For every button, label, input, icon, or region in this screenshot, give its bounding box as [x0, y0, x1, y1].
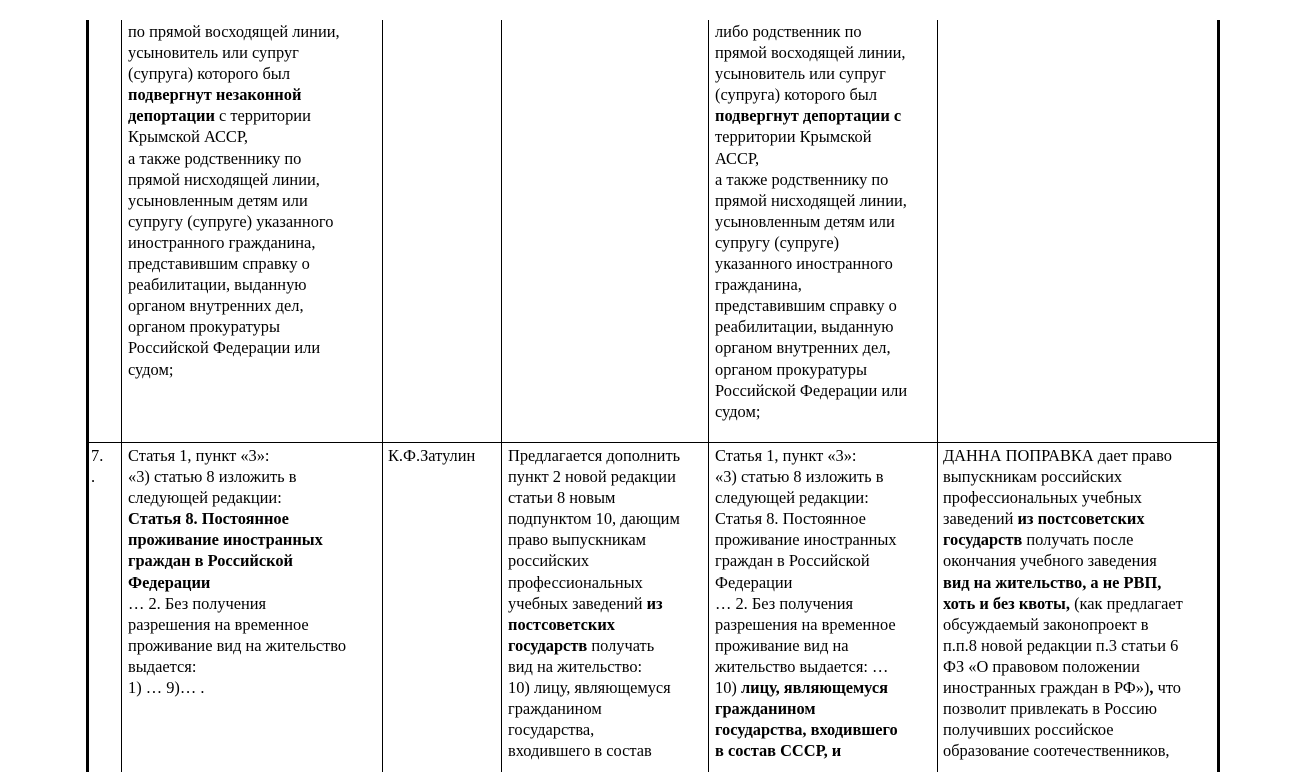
- text-run: гражданина,: [715, 275, 802, 295]
- text-line: [128, 190, 340, 211]
- bold-text-run: граждан в Российской: [128, 551, 293, 571]
- text-line: [128, 677, 346, 698]
- text-run: п.п.8 новой редакции п.3 статьи 6: [943, 635, 1179, 655]
- text-line: [715, 677, 898, 698]
- text-line: [715, 359, 907, 380]
- text-run: «3) статью 8 изложить в: [715, 467, 884, 487]
- text-run: Статья 1, пункт «3»:: [128, 446, 270, 465]
- text-line: [91, 445, 103, 466]
- text-line: [715, 337, 907, 358]
- text-run: разрешения на временное: [715, 614, 896, 634]
- text-line: [128, 508, 346, 529]
- bold-text-run: постсоветских: [508, 614, 615, 634]
- text-run: ФЗ «О правовом положении: [943, 656, 1140, 676]
- text-run: реабилитации, выданную: [715, 317, 894, 337]
- text-line: [508, 635, 680, 656]
- text-run: иностранных граждан в РФ»): [943, 678, 1150, 698]
- text-line: [128, 550, 346, 571]
- text-run: жительство выдается: …: [715, 656, 889, 676]
- text-run: подпунктом 10, дающим: [508, 509, 680, 529]
- text-line: [715, 63, 907, 84]
- text-line: [943, 656, 1183, 677]
- text-run: пункт 2 новой редакции: [508, 467, 676, 487]
- row-7-number-cell: [91, 445, 103, 487]
- text-run: усыновленным детям или: [715, 211, 895, 231]
- bold-text-run: в состав СССР, и: [715, 741, 842, 761]
- row-top-proposed-text-cell: [715, 21, 907, 422]
- text-run: Крымской АССР,: [128, 127, 249, 147]
- text-run: получать после: [1022, 530, 1134, 550]
- text-run: российских: [508, 551, 590, 571]
- text-run: вид на жительство:: [508, 656, 643, 676]
- row-divider: [86, 442, 1220, 443]
- text-run: ДАННА ПОПРАВКА дает право: [943, 446, 1173, 465]
- bold-text-run: государств: [943, 530, 1023, 550]
- text-run: Статья 8. Постоянное: [715, 509, 866, 529]
- text-line: [715, 105, 907, 126]
- text-line: [128, 337, 340, 358]
- bold-text-run: Федерации: [128, 572, 211, 592]
- text-line: [128, 253, 340, 274]
- text-line: [943, 593, 1183, 614]
- text-line: [508, 445, 680, 466]
- text-run: следующей редакции:: [715, 488, 869, 508]
- text-line: [715, 614, 898, 635]
- text-run: 7.: [91, 446, 104, 465]
- text-line: [128, 572, 346, 593]
- text-line: [128, 211, 340, 232]
- text-line: [715, 380, 907, 401]
- text-line: [715, 593, 898, 614]
- text-line: [128, 274, 340, 295]
- text-line: [943, 635, 1183, 656]
- text-run: (как предлагает: [1069, 593, 1183, 613]
- text-line: [943, 529, 1183, 550]
- text-run: профессиональных учебных: [943, 488, 1142, 508]
- text-run: граждан в Российской: [715, 551, 870, 571]
- text-line: [508, 614, 680, 635]
- column-divider: [382, 20, 383, 772]
- text-line: [128, 126, 340, 147]
- text-line: [715, 401, 907, 422]
- text-run: К.Ф.Затулин: [388, 446, 476, 465]
- text-line: [128, 635, 346, 656]
- text-run: проживание иностранных: [715, 530, 897, 550]
- text-line: [508, 529, 680, 550]
- text-line: [508, 677, 680, 698]
- text-line: [715, 316, 907, 337]
- text-run: выдается:: [128, 656, 197, 676]
- text-run: государства,: [508, 720, 595, 740]
- text-line: [715, 253, 907, 274]
- text-run: судом;: [715, 401, 761, 421]
- amendments-table: [86, 20, 1220, 772]
- text-line: [388, 445, 475, 466]
- text-run: АССР,: [715, 148, 760, 168]
- text-line: [943, 508, 1183, 529]
- text-run: Федерации: [715, 572, 793, 592]
- text-run: прямой восходящей линии,: [715, 43, 906, 63]
- text-line: [128, 359, 340, 380]
- text-run: а также родственнику по: [128, 148, 302, 168]
- text-run: реабилитации, выданную: [128, 275, 307, 295]
- text-run: супругу (супруге) указанного: [128, 211, 334, 231]
- text-line: [715, 169, 907, 190]
- bold-text-run: лицу, являющемуся: [740, 678, 888, 698]
- text-run: Предлагается дополнить: [508, 446, 681, 465]
- text-run: окончания учебного заведения: [943, 551, 1157, 571]
- text-line: [943, 466, 1183, 487]
- text-run: по прямой восходящей линии,: [128, 22, 340, 41]
- text-run: … 2. Без получения: [715, 593, 854, 613]
- text-line: [943, 487, 1183, 508]
- text-run: с территории: [214, 106, 311, 126]
- text-line: [508, 508, 680, 529]
- text-line: [128, 316, 340, 337]
- row-7-law-text-cell: [128, 445, 346, 698]
- text-line: [128, 84, 340, 105]
- text-line: [715, 698, 898, 719]
- text-run: … 2. Без получения: [128, 593, 267, 613]
- bold-text-run: гражданином: [715, 699, 816, 719]
- text-run: заведений: [943, 509, 1018, 529]
- text-run: судом;: [128, 359, 174, 379]
- text-run: 1) … 9)… .: [128, 678, 205, 698]
- text-run: иностранного гражданина,: [128, 232, 316, 252]
- text-run: усыновитель или супруг: [128, 43, 299, 63]
- table-border-right: [1217, 20, 1220, 772]
- text-line: [943, 445, 1183, 466]
- text-line: [715, 466, 898, 487]
- text-run: органом прокуратуры: [715, 359, 867, 379]
- column-divider: [937, 20, 938, 772]
- text-run: следующей редакции:: [128, 488, 282, 508]
- column-divider: [708, 20, 709, 772]
- text-run: 10) лицу, являющемуся: [508, 678, 671, 698]
- text-line: [128, 445, 346, 466]
- text-run: а также родственнику по: [715, 169, 889, 189]
- text-run: гражданином: [508, 699, 602, 719]
- text-run: указанного иностранного: [715, 254, 893, 274]
- text-line: [128, 42, 340, 63]
- text-line: [943, 550, 1183, 571]
- text-line: [715, 550, 898, 571]
- text-run: проживание вид на жительство: [128, 635, 347, 655]
- row-7-amendment-cell: [508, 445, 680, 761]
- text-run: профессиональных: [508, 572, 643, 592]
- text-line: [715, 445, 898, 466]
- table-border-left: [86, 20, 89, 772]
- bold-text-run: вид на жительство, а не РВП,: [943, 572, 1162, 592]
- bold-text-run: подвергнут депортации с: [715, 106, 902, 126]
- text-line: [715, 508, 898, 529]
- text-run: входившего в состав: [508, 741, 652, 761]
- text-line: [715, 84, 907, 105]
- bold-text-run: проживание иностранных: [128, 530, 323, 550]
- text-line: [128, 232, 340, 253]
- text-run: «3) статью 8 изложить в: [128, 467, 297, 487]
- text-run: позволит привлекать в Россию: [943, 699, 1157, 719]
- text-line: [715, 635, 898, 656]
- text-line: [128, 466, 346, 487]
- text-line: [128, 656, 346, 677]
- bold-text-run: ,: [1149, 678, 1154, 698]
- text-run: образование соотечественников,: [943, 741, 1170, 761]
- text-line: [715, 572, 898, 593]
- column-divider: [121, 20, 122, 772]
- text-line: [943, 740, 1183, 761]
- text-line: [508, 698, 680, 719]
- text-line: [508, 550, 680, 571]
- text-line: [943, 719, 1183, 740]
- bold-text-run: Статья 8. Постоянное: [128, 509, 289, 529]
- text-run: право выпускникам: [508, 530, 647, 550]
- text-line: [715, 232, 907, 253]
- text-line: [508, 593, 680, 614]
- text-run: усыновленным детям или: [128, 190, 308, 210]
- text-line: [715, 42, 907, 63]
- text-run: получать: [587, 635, 655, 655]
- text-line: [715, 211, 907, 232]
- text-line: [715, 295, 907, 316]
- text-line: [91, 466, 103, 487]
- row-top-law-text-cell: [128, 21, 340, 380]
- text-run: супругу (супруге): [715, 232, 840, 252]
- text-run: органом внутренних дел,: [715, 338, 891, 358]
- text-run: представившим справку о: [128, 254, 310, 274]
- text-line: [508, 572, 680, 593]
- row-7-author-cell: [388, 445, 475, 466]
- text-line: [128, 169, 340, 190]
- text-run: учебных заведений: [508, 593, 647, 613]
- text-run: территории Крымской: [715, 127, 872, 147]
- bold-text-run: хоть и без квоты,: [943, 593, 1070, 613]
- text-run: органом внутренних дел,: [128, 296, 304, 316]
- text-line: [128, 593, 346, 614]
- text-run: Российской Федерации или: [715, 380, 908, 400]
- text-line: [943, 677, 1183, 698]
- text-line: [715, 148, 907, 169]
- text-line: [128, 105, 340, 126]
- bold-text-run: из: [646, 593, 663, 613]
- text-line: [715, 719, 898, 740]
- text-run: выпускникам российских: [943, 467, 1123, 487]
- text-run: .: [91, 467, 96, 487]
- text-line: [715, 487, 898, 508]
- text-run: (супруга) которого был: [715, 85, 877, 105]
- bold-text-run: подвергнут незаконной: [128, 85, 302, 105]
- text-run: органом прокуратуры: [128, 317, 280, 337]
- text-line: [943, 698, 1183, 719]
- text-line: [508, 466, 680, 487]
- text-line: [715, 21, 907, 42]
- text-line: [128, 63, 340, 84]
- text-run: статьи 8 новым: [508, 488, 616, 508]
- bold-text-run: депортации: [128, 106, 215, 126]
- text-run: представившим справку о: [715, 296, 897, 316]
- text-line: [943, 614, 1183, 635]
- text-run: что: [1153, 678, 1181, 698]
- text-run: Российской Федерации или: [128, 338, 321, 358]
- text-run: проживание вид на: [715, 635, 849, 655]
- text-line: [715, 740, 898, 761]
- text-run: либо родственник по: [715, 22, 862, 41]
- text-run: прямой нисходящей линии,: [128, 169, 320, 189]
- bold-text-run: государств: [508, 635, 588, 655]
- text-line: [715, 529, 898, 550]
- text-line: [715, 656, 898, 677]
- text-line: [128, 21, 340, 42]
- text-line: [715, 274, 907, 295]
- text-run: 10): [715, 678, 741, 698]
- text-line: [128, 295, 340, 316]
- text-line: [128, 614, 346, 635]
- bold-text-run: государства, входившего: [715, 720, 898, 740]
- text-run: усыновитель или супруг: [715, 64, 886, 84]
- text-line: [128, 487, 346, 508]
- row-7-comment-cell: [943, 445, 1183, 761]
- text-line: [508, 740, 680, 761]
- text-line: [508, 719, 680, 740]
- text-line: [715, 126, 907, 147]
- text-run: разрешения на временное: [128, 614, 309, 634]
- text-run: прямой нисходящей линии,: [715, 190, 907, 210]
- text-line: [128, 529, 346, 550]
- column-divider: [501, 20, 502, 772]
- text-line: [128, 148, 340, 169]
- text-line: [943, 572, 1183, 593]
- text-line: [508, 487, 680, 508]
- text-run: получивших российское: [943, 720, 1114, 740]
- text-run: Статья 1, пункт «3»:: [715, 446, 857, 465]
- text-run: обсуждаемый законопроект в: [943, 614, 1149, 634]
- bold-text-run: из постсоветских: [1017, 509, 1145, 529]
- text-run: (супруга) которого был: [128, 64, 290, 84]
- text-line: [508, 656, 680, 677]
- row-7-proposed-text-cell: [715, 445, 898, 761]
- text-line: [715, 190, 907, 211]
